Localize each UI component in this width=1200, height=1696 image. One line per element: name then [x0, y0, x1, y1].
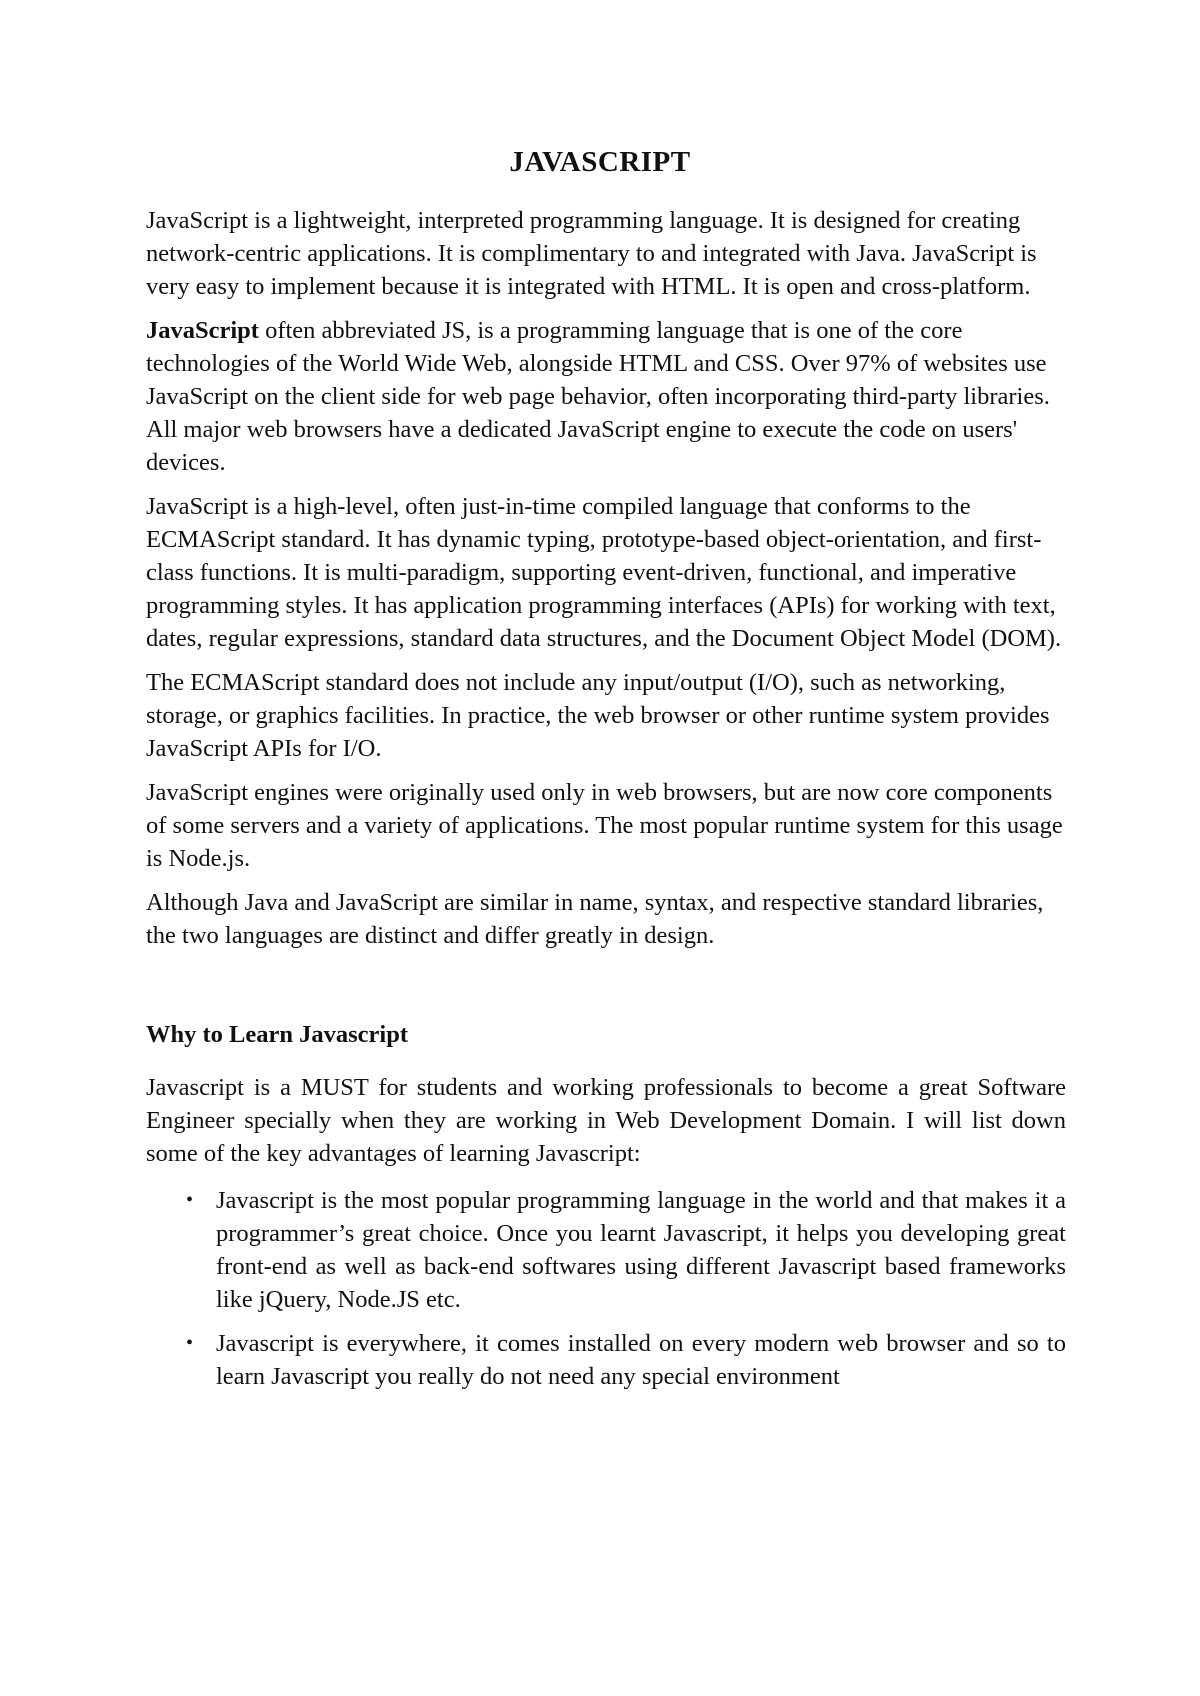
document-title: JAVASCRIPT [509, 146, 691, 178]
paragraph-io: The ECMAScript standard does not include any input/output (I/O), such as networking, storage, or graphics facilities. In practice, the web browser or other runtime system provides JavaScript APIs for I/O. [146, 669, 1050, 762]
list-item-text: Javascript is the most popular programming language in the world and that makes it a programmer’s great choice. Once you learnt Javascript, it helps you developing great front-end as well as back-end softwares using different Javascript based frameworks like jQuery, Node.JS etc. [216, 1187, 1066, 1313]
list-item [186, 1184, 1066, 1316]
paragraph-java-comparison: Although Java and JavaScript are similar in name, syntax, and respective standard libraries, the two languages are distinct and differ greatly in design. [146, 889, 1044, 949]
section-intro: Javascript is a MUST for students and working professionals to become a great Software Engineer specially when they are working in Web Development Domain. I will list down some of the key advantages of learning Javascript: [146, 1074, 1066, 1167]
paragraph-engines: JavaScript engines were originally used only in web browsers, but are now core components of some servers and a variety of applications. The most popular runtime system for this usage is Node.js. [146, 779, 1063, 872]
paragraph-intro: JavaScript is a lightweight, interpreted programming language. It is designed for creating network-centric applications. It is complimentary to and integrated with Java. JavaScript is very easy to implement because it is integrated with HTML. It is open and cross-platform. [146, 207, 1037, 300]
bullet-icon: • [186, 1189, 194, 1211]
section-heading: Why to Learn Javascript [146, 1021, 408, 1048]
bold-term: JavaScript [146, 317, 259, 344]
bullet-icon: • [186, 1332, 194, 1354]
list-item-text: Javascript is everywhere, it comes installed on every modern web browser and so to learn Javascript you really do not need any special environment [216, 1330, 1066, 1390]
document-body [146, 204, 1066, 1404]
list-item [186, 1327, 1066, 1393]
paragraph-definition [146, 314, 1066, 479]
paragraph-definition-text: often abbreviated JS, is a programming language that is one of the core technologies of the World Wide Web, alongside HTML and CSS. Over 97% of websites use JavaScript on the client side for web page behavior, often incorporating third-party libraries. All major web browsers have a dedicated JavaScript engine to execute the code on users' devices. [146, 317, 1050, 476]
advantages-list [146, 1184, 1066, 1393]
paragraph-features: JavaScript is a high-level, often just-in-time compiled language that conforms to the ECMAScript standard. It has dynamic typing, prototype-based object-orientation, and first-class functions. It is multi-paradigm, supporting event-driven, functional, and imperative programming styles. It has application programming interfaces (APIs) for working with text, dates, regular expressions, standard data structures, and the Document Object Model (DOM). [146, 493, 1062, 652]
